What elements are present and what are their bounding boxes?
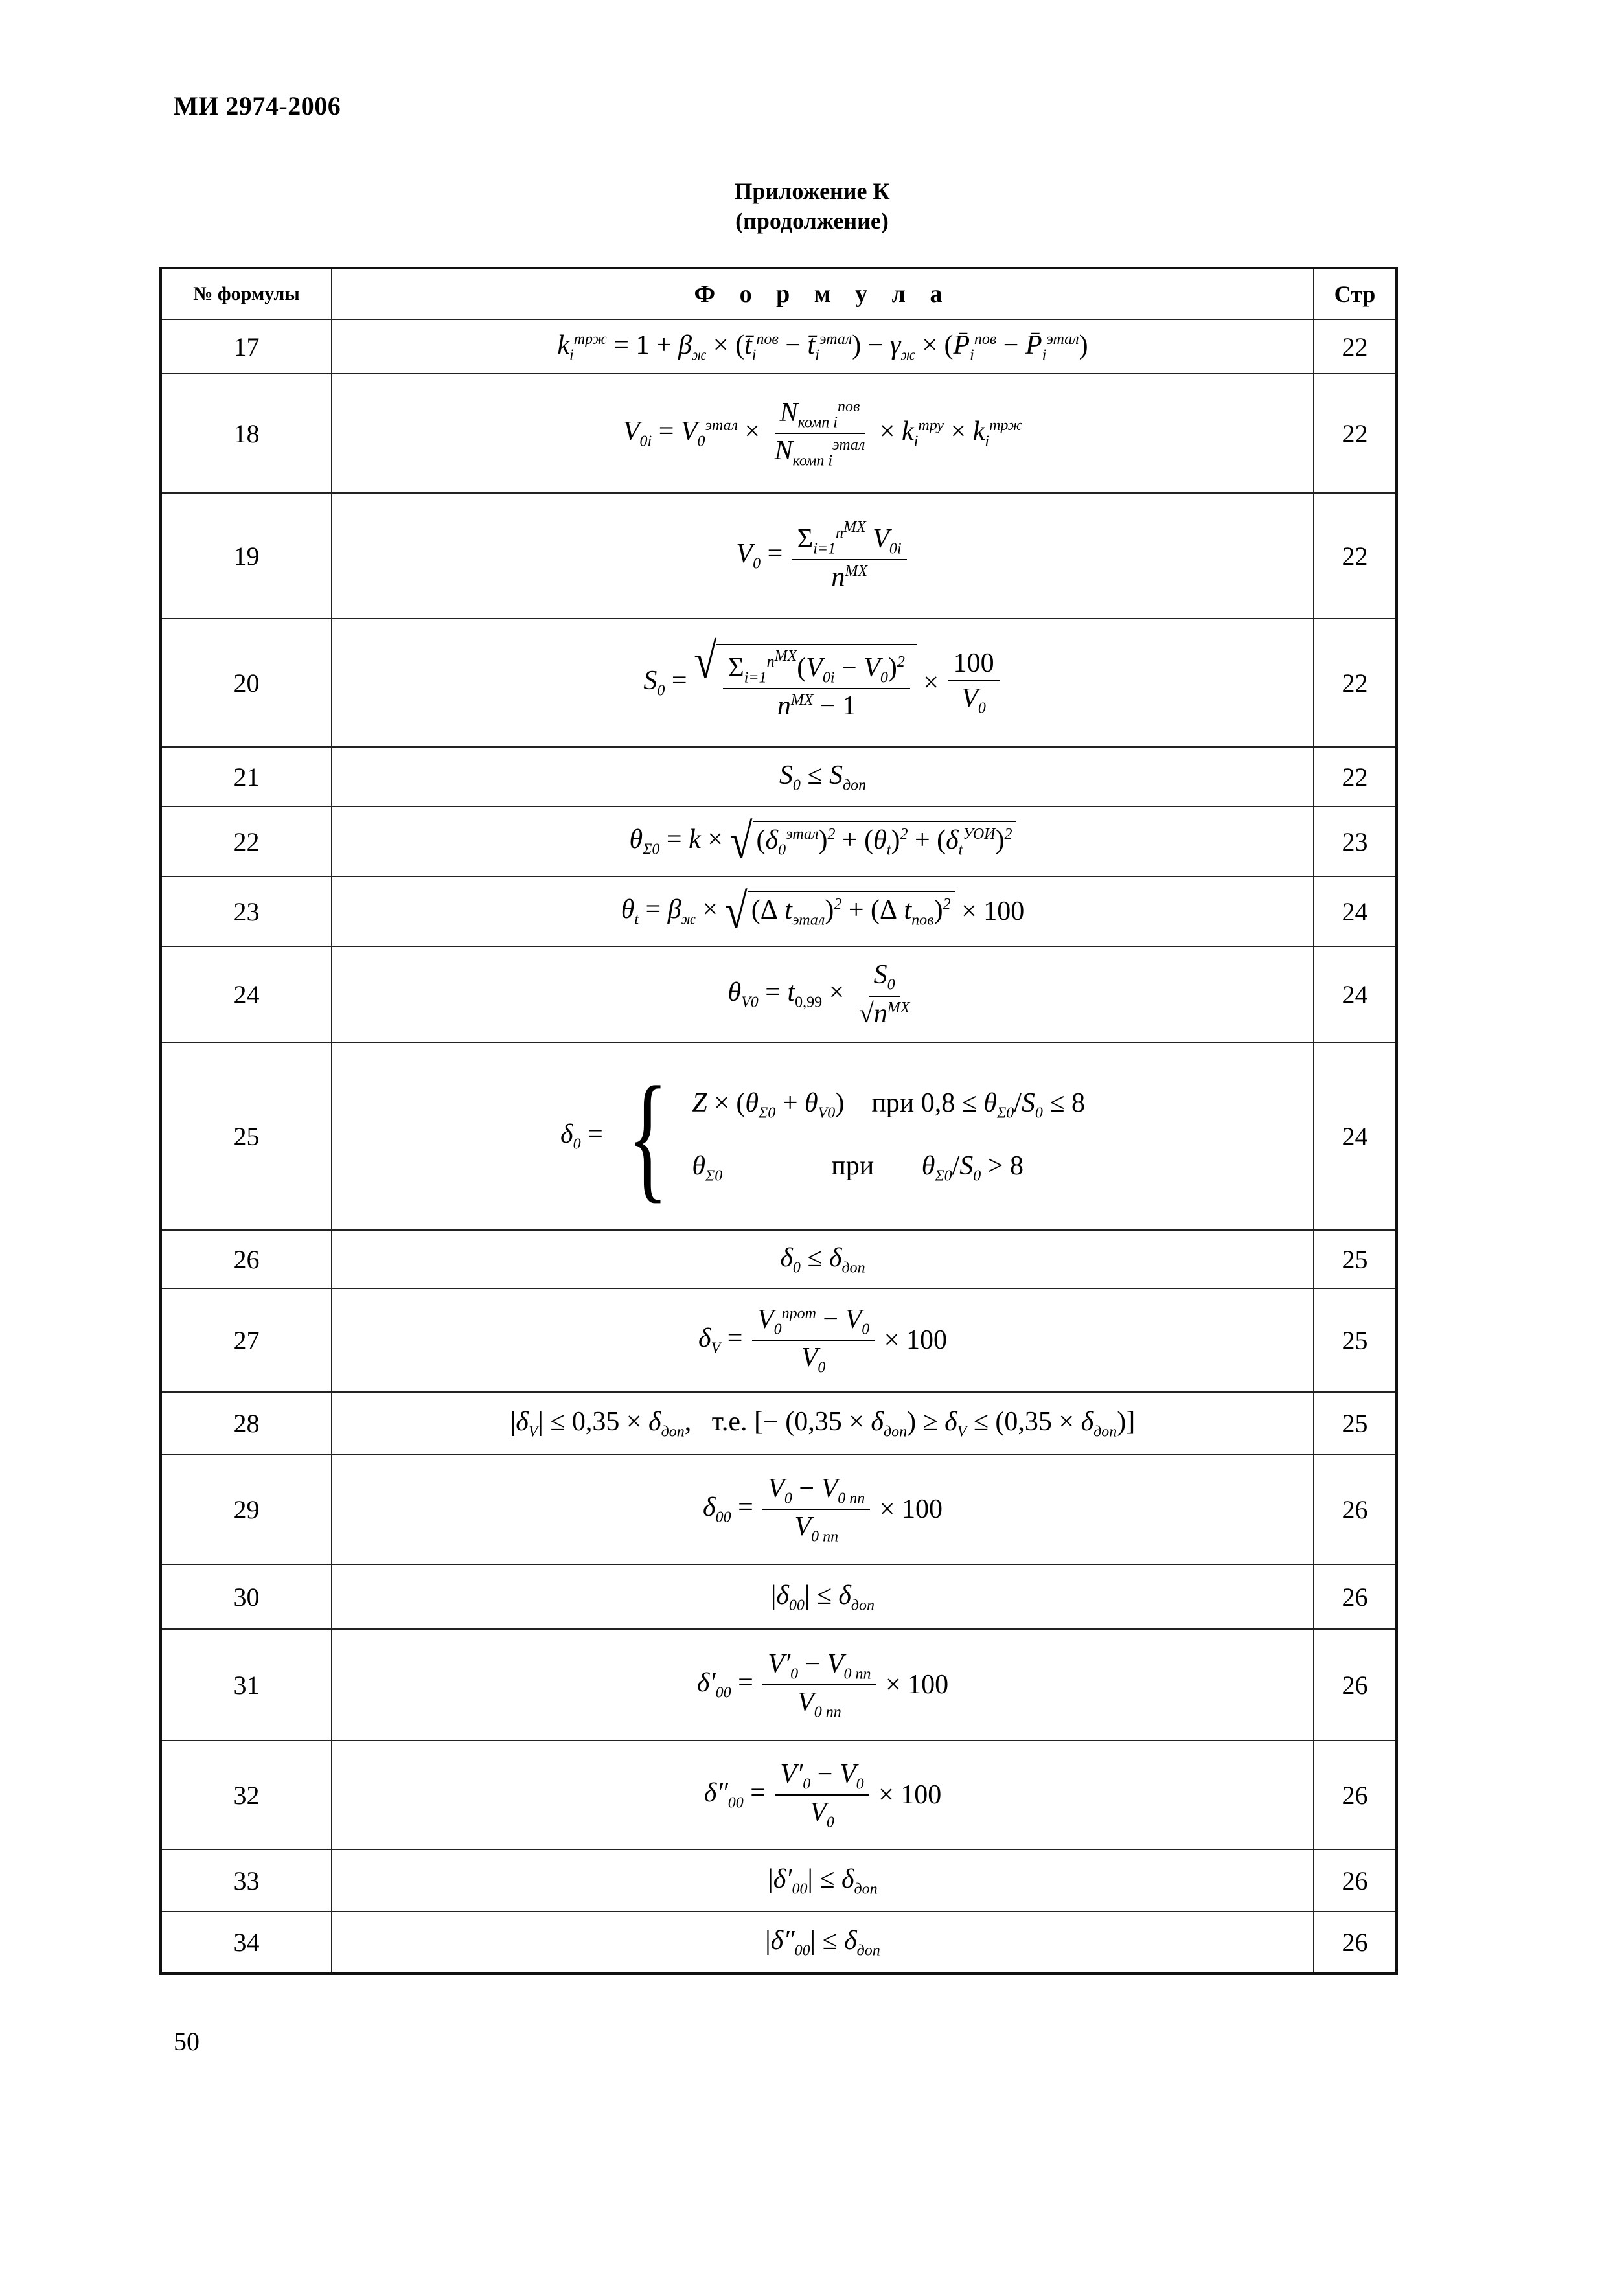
formula-number: 28 [161,1392,332,1454]
page-ref: 24 [1314,876,1397,946]
formula: $\delta_0 \le \delta_{доп}$ [332,1230,1314,1288]
formula-number: 17 [161,319,332,374]
formula-number: 19 [161,493,332,619]
page-ref: 26 [1314,1741,1397,1849]
document-id: МИ 2974-2006 [174,91,341,120]
table-row [161,876,1397,946]
formula: $|\delta_{00}| \le \delta_{доп}$ [332,1564,1314,1629]
formula-table [159,267,1398,1975]
formula-number: 29 [161,1454,332,1564]
formula: $\theta_{V0} = t_{0,99}$ × $S_0$ $√n^{МХ}$ [332,946,1314,1042]
formula: $|\delta_V| \le 0,35 \times \delta_{доп}$, т.е. [− $(0,35 \times \delta_{доп}) \ge \delta_V \le (0,35 \times \delta_{доп})$] [332,1392,1314,1454]
formula: $k_i^{трж} = 1 + \beta_ж$ × ($t̄_i^{пов}$ − $t̄_i^{этал}) - \gamma_ж$ × ($P̄_i^{пов}$ − $P̄_i^{этал}$) [332,319,1314,374]
page-ref: 26 [1314,1849,1397,1912]
page-title [0,176,1624,236]
page-ref: 26 [1314,1629,1397,1741]
formula: $|\delta'_{00}| \le \delta_{доп}$ [332,1849,1314,1912]
formula-number: 34 [161,1912,332,1974]
table-row [161,1564,1397,1629]
page-ref: 26 [1314,1912,1397,1974]
page-ref: 22 [1314,747,1397,806]
table-row [161,619,1397,747]
appendix-title: Приложение К [734,178,890,204]
page-ref: 24 [1314,946,1397,1042]
table-row [161,946,1397,1042]
formula: $\delta_V$ = $V_0^{прот} - V_0$ $V_0$ × 100 [332,1288,1314,1392]
page-ref: 23 [1314,806,1397,876]
table-row [161,1288,1397,1392]
page-ref: 26 [1314,1564,1397,1629]
formula: $\delta''_{00}$ = $\frac{V'_0 - V_0}{V_0}$ × 100 [332,1741,1314,1849]
formula: $\theta_t = \beta_ж$ × √ (Δ $t_{этал})^2 + (\Delta$ $t_{пов})^2$ × 100 [332,876,1314,946]
table-row [161,747,1397,806]
table-row [161,493,1397,619]
column-header-page: Стр [1314,268,1397,319]
table-row [161,319,1397,374]
page-ref: 26 [1314,1454,1397,1564]
formula-number: 21 [161,747,332,806]
formula-number: 20 [161,619,332,747]
formula: $|\delta''_{00}| \le \delta_{доп}$ [332,1912,1314,1974]
table-row [161,1741,1397,1849]
page-ref: 22 [1314,374,1397,493]
formula: $S_0 \le S_{доп}$ [332,747,1314,806]
formula: $\delta'_{00}$ = $V'_0 - V_{0 пп}$ $V_{0 пп}$ × 100 [332,1629,1314,1741]
page-ref: 25 [1314,1392,1397,1454]
formula-number: 30 [161,1564,332,1629]
page-number: 50 [174,2027,200,2056]
table-row [161,1230,1397,1288]
column-header-formula: Ф о р м у л а [332,268,1314,319]
table-row [161,806,1397,876]
page-ref: 25 [1314,1288,1397,1392]
formula-number: 31 [161,1629,332,1741]
formula: $\delta_{00}$ = $V_0 - V_{0 пп}$ $V_{0 пп}$ × 100 [332,1454,1314,1564]
appendix-subtitle: (продолжение) [735,208,889,234]
formula: $V_0$ = $\Sigma_{i=1}^{n^{МХ}}$ $V_{0i}$ $n^{МХ}$ [332,493,1314,619]
page-ref: 25 [1314,1230,1397,1288]
formula: $\theta_{\Sigma 0} = k$ × √ $(\delta_0^{этал})^2 + (\theta_t)^2 + (\delta_t^{УОИ})^2$ [332,806,1314,876]
formula-number: 25 [161,1042,332,1230]
table-header-row [161,268,1397,319]
table-row [161,1454,1397,1564]
formula: $S_0$ = √ $\Sigma_{i=1}^{n^{МХ}}(V_{0i} - V_0)^2$ $n^{МХ} - 1$ × $\frac{100}{V_0}$ [332,619,1314,747]
column-header-formula-number: № формулы [161,268,332,319]
formula-number: 27 [161,1288,332,1392]
formula-number: 24 [161,946,332,1042]
formula-number: 18 [161,374,332,493]
page-ref: 22 [1314,493,1397,619]
page-ref: 22 [1314,319,1397,374]
table-row [161,1849,1397,1912]
table-row [161,1042,1397,1230]
table-row [161,1392,1397,1454]
formula-number: 33 [161,1849,332,1912]
table-row [161,1912,1397,1974]
formula: $V_{0i} = V_0^{этал}$ × $N_{комп i}^{пов}$ $N_{комп i}^{этал}$ × $k_i^{тру} \times k_i^{трж}$ [332,374,1314,493]
page-ref: 24 [1314,1042,1397,1230]
formula-number: 32 [161,1741,332,1849]
table-row [161,1629,1397,1741]
page-ref: 22 [1314,619,1397,747]
formula-number: 26 [161,1230,332,1288]
formula-number: 22 [161,806,332,876]
formula-number: 23 [161,876,332,946]
formula: $\delta_0$ = { $Z \times (\theta_{\Sigma 0} + \theta_{V0})$ при $0,8 \le \theta_{\Sigma 0}/S_0 \le 8$ $\theta_{\Sigma 0}$ при $\theta_{\Sigma 0}/S_0 > 8$ [332,1042,1314,1230]
table-row [161,374,1397,493]
